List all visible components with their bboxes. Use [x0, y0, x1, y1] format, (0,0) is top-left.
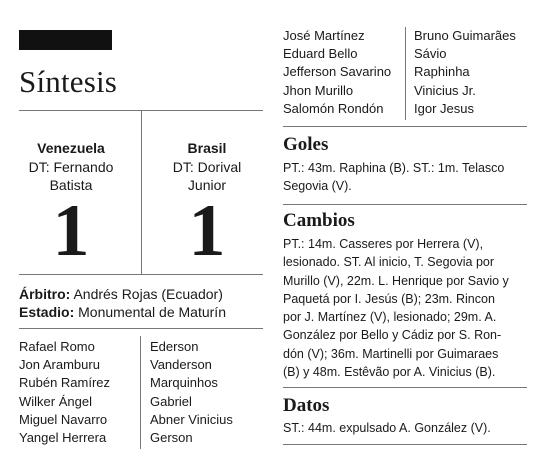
player-name: Jon Aramburu: [19, 357, 100, 373]
coach-brasil-line2: Junior: [187, 177, 227, 193]
player-name: Bruno Guimarães: [414, 28, 516, 43]
text-line: dón (V); 36m. Martinelli por Guimaraes: [283, 346, 499, 361]
lineup-brasil-part2: [414, 27, 516, 118]
divider-data: [283, 444, 527, 445]
stadium-label: Estadio:: [19, 304, 75, 320]
score-brasil: 1: [188, 190, 226, 272]
player-name: Jhon Murillo: [283, 82, 354, 98]
divider-officials: [19, 328, 263, 329]
player-name: Salomón Rondón: [283, 100, 384, 116]
referee-line: [19, 285, 223, 303]
text-line: por J. Martínez (V), lesionado; 29m. A.: [283, 310, 497, 325]
player-name: Gabriel: [150, 393, 192, 409]
page-title: Síntesis: [19, 64, 118, 99]
coach-brasil-line1: DT: Dorival: [172, 159, 242, 175]
team-name-venezuela: Venezuela: [37, 140, 105, 156]
player-name: Jefferson Savarino: [283, 64, 392, 80]
referee-label: Árbitro:: [19, 286, 71, 302]
team-name-brasil: Brasil: [187, 140, 227, 156]
subs-body: [283, 235, 529, 381]
header-black-bar: [19, 30, 112, 50]
coach-venezuela-line1: DT: Fernando: [28, 159, 114, 175]
text-line: (B) y 48m. Estêvão por A. Vinicius (B).: [283, 365, 496, 380]
text-line: González por Bello y Cádiz por S. Ron-: [283, 328, 502, 343]
text-line: ST.: 44m. expulsado A. González (V).: [283, 421, 491, 435]
player-name: Rubén Ramírez: [19, 375, 111, 391]
divider-score: [19, 274, 263, 275]
player-name: Ederson: [150, 339, 199, 354]
goals-heading: Goles: [283, 134, 329, 155]
text-line: Murillo (V), 22m. L. Henrique por Savio y: [283, 273, 509, 288]
goals-body: [283, 159, 529, 196]
score-venezuela: 1: [52, 190, 90, 272]
player-name: Vanderson: [150, 357, 212, 373]
lineup-brasil-part1: [150, 338, 233, 447]
lineup-venezuela-part2: [283, 27, 391, 118]
divider-subs: [283, 387, 527, 388]
text-line: lesionado. ST. Al inicio, T. Segovia por: [283, 255, 495, 270]
player-name: Sávio: [414, 46, 447, 62]
text-line: PT.: 43m. Raphina (B). ST.: 1m. Telasco: [283, 161, 505, 175]
player-name: Abner Vinicius: [150, 411, 233, 427]
player-name: Raphinha: [414, 64, 470, 80]
divider-teams: [141, 111, 142, 274]
subs-heading: Cambios: [283, 210, 355, 231]
stadium-value: Monumental de Maturín: [78, 304, 226, 320]
player-name: Marquinhos: [150, 375, 218, 391]
lineup-venezuela-part1: [19, 338, 110, 447]
coach-venezuela-line2: Batista: [49, 177, 93, 193]
player-name: Eduard Bello: [283, 46, 358, 62]
stadium-line: [19, 303, 226, 321]
referee-value: Andrés Rojas (Ecuador): [73, 286, 223, 302]
player-name: Igor Jesus: [414, 100, 474, 116]
player-name: Rafael Romo: [19, 339, 95, 354]
player-name: Miguel Navarro: [19, 411, 108, 427]
divider-lineups-left: [140, 336, 141, 449]
team-brasil: [145, 139, 269, 272]
player-name: Gerson: [150, 430, 193, 446]
text-line: Segovia (V).: [283, 179, 352, 194]
data-heading: Datos: [283, 395, 330, 416]
team-venezuela: [9, 139, 133, 272]
divider-goals: [283, 204, 527, 205]
player-name: Yangel Herrera: [19, 430, 107, 446]
text-line: PT.: 14m. Casseres por Herrera (V),: [283, 237, 484, 251]
player-name: Vinicius Jr.: [414, 82, 476, 98]
data-body: [283, 419, 529, 437]
text-line: Paquetá por I. Jesús (B); 23m. Rincon: [283, 291, 495, 306]
player-name: José Martínez: [283, 28, 365, 43]
divider-lineups-right: [405, 27, 406, 120]
divider-lineups-end: [283, 126, 527, 127]
player-name: Wilker Ángel: [19, 393, 92, 409]
